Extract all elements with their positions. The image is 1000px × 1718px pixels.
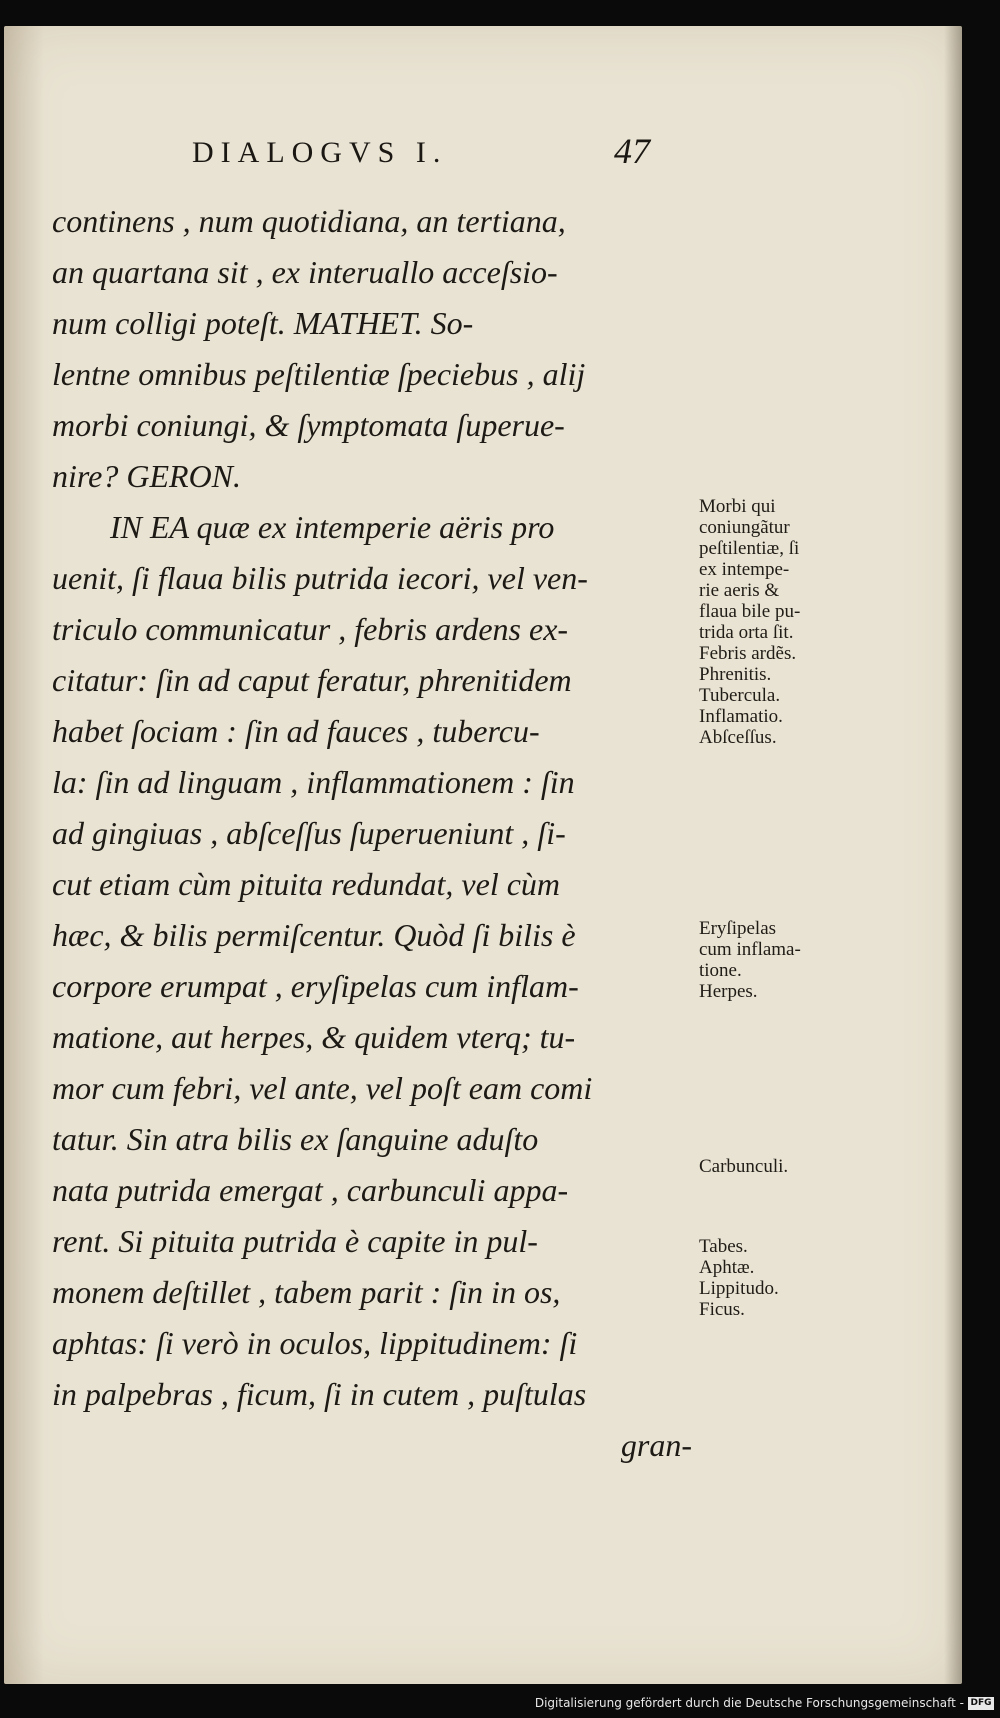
text-line: cut etiam cùm pituita redundat, vel cùm bbox=[52, 866, 561, 902]
text-line: num colligi poteſt. MATHET. So- bbox=[52, 305, 474, 341]
text-line: hæc, & bilis permiſcentur. Quòd ſi bilis è bbox=[52, 917, 576, 953]
text-line: triculo communicatur , febris ardens ex- bbox=[52, 611, 569, 647]
text-line: IN EA quæ ex intemperie aëris pro bbox=[110, 509, 555, 545]
page-number: 47 bbox=[614, 131, 650, 171]
text-line: lentne omnibus peſtilentiæ ſpeciebus , alij bbox=[52, 356, 586, 392]
digitization-footer bbox=[0, 1692, 1000, 1718]
text-line: in palpebras , ficum, ſi in cutem , puſtulas bbox=[52, 1376, 587, 1412]
text-line: monem deſtillet , tabem parit : ſin in os, bbox=[52, 1274, 561, 1310]
text-line: nire? GERON. bbox=[52, 458, 242, 494]
margin-note: Carbunculi. bbox=[699, 1156, 789, 1177]
text-line: ad gingiuas , abſceſſus ſuperueniunt , ſi- bbox=[52, 815, 566, 851]
gutter-shadow bbox=[4, 26, 44, 1684]
text-line: tatur. Sin atra bilis ex ſanguine aduſto bbox=[52, 1121, 539, 1157]
text-line: corpore erumpat , eryſipelas cum inflam- bbox=[52, 968, 579, 1004]
running-head: DIALOGVS I. bbox=[192, 136, 448, 169]
text-line: la: ſin ad linguam , inflammationem : ſin bbox=[52, 764, 575, 800]
catchword: gran- bbox=[620, 1427, 692, 1463]
dfg-logo: DFG bbox=[968, 1697, 994, 1710]
text-line: uenit, ſi flaua bilis putrida iecori, vel ven- bbox=[52, 560, 588, 596]
margin-note: Morbi qui coniungãtur peſtilentiæ, ſi ex intempe- rie aeris & flaua bile pu- trida orta ſit. Febris ardẽs. Phrenitis. Tubercula. Inflamatio. Abſceſſus. bbox=[699, 496, 801, 748]
text-line: rent. Si pituita putrida è capite in pul- bbox=[52, 1223, 538, 1259]
text-line: mor cum febri, vel ante, vel poſt eam comi bbox=[52, 1070, 593, 1106]
text-line: nata putrida emergat , carbunculi appa- bbox=[52, 1172, 569, 1208]
margin-note: Eryſipelas cum inflama- tione. Herpes. bbox=[699, 918, 801, 1002]
page-header bbox=[4, 110, 962, 170]
main-text-block bbox=[52, 196, 692, 1471]
text-line: matione, aut herpes, & quidem vterq; tu- bbox=[52, 1019, 576, 1055]
text-line: citatur: ſin ad caput feratur, phrenitidem bbox=[52, 662, 572, 698]
text-line: aphtas: ſi verò in oculos, lippitudinem: ſi bbox=[52, 1325, 578, 1361]
funding-credit: Digitalisierung gefördert durch die Deutsche Forschungsgemeinschaft - bbox=[534, 1696, 964, 1710]
text-line: continens , num quotidiana, an tertiana, bbox=[52, 203, 566, 239]
book-page bbox=[4, 26, 962, 1684]
page-edge-shadow bbox=[944, 26, 962, 1684]
text-line: habet ſociam : ſin ad fauces , tubercu- bbox=[52, 713, 540, 749]
margin-note: Tabes. Aphtæ. Lippitudo. Ficus. bbox=[699, 1236, 779, 1320]
text-line: morbi coniungi, & ſymptomata ſuperue- bbox=[52, 407, 565, 443]
text-line: an quartana sit , ex interuallo acceſsio- bbox=[52, 254, 558, 290]
